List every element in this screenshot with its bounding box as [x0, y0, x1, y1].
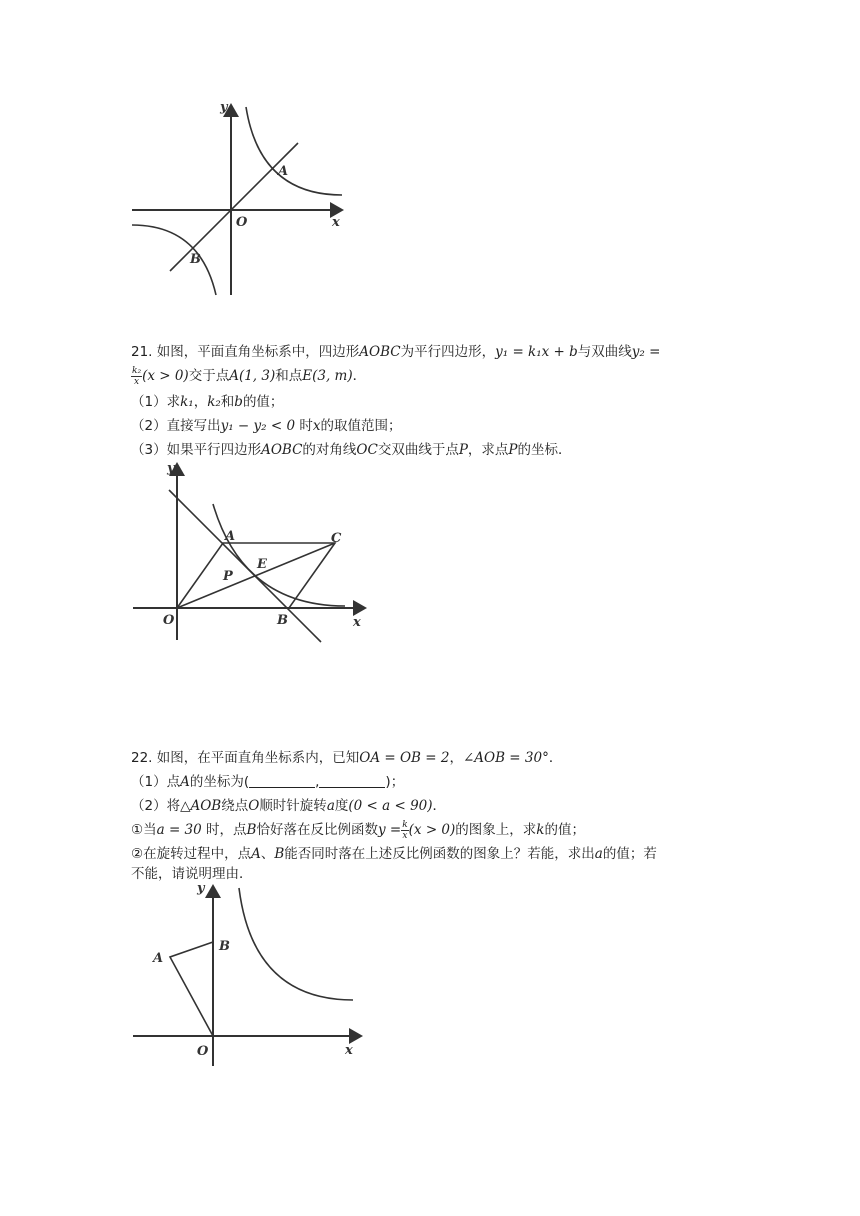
label-x: x [353, 615, 361, 630]
label-B: B [277, 613, 288, 628]
label-x: x [345, 1043, 353, 1058]
answer-blank-1[interactable] [249, 773, 315, 788]
q21-y1-equation: y₁ = k₁x + b [495, 344, 578, 360]
label-O: O [197, 1044, 209, 1059]
q21-part-2: （2）直接写出y₁ − y₂ < 0 时x的取值范围； [131, 418, 402, 434]
label-x: x [332, 215, 340, 230]
q22-sub-2: ②在旋转过程中，点A、B能否同时落在上述反比例函数的图象上？若能，求出a的值；若 [131, 846, 657, 862]
top-figure [120, 95, 360, 305]
label-y: y [197, 881, 205, 896]
q22-number: 22. [131, 750, 153, 766]
triangle-AOB [170, 942, 213, 1036]
label-y: y [220, 100, 228, 115]
label-O: O [163, 613, 175, 628]
hyperbola-y2 [213, 504, 345, 606]
q21-line-2: $\frac{\text{k₂}}{x}$ (x > 0)交于点A(1, 3)和点E(3, m)． [132, 365, 367, 387]
q21-line-1: 21. 如图，平面直角坐标系中，四边形AOBC为平行四边形，y₁ = k₁x + b与双曲线y₂ = [131, 344, 661, 360]
label-B: B [190, 252, 201, 267]
q22-line-1: 22. 如图，在平面直角坐标系内，已知OA = OB = 2，∠AOB = 30°． [131, 750, 563, 766]
q22-sub-1: ①当a = 30 时，点B恰好落在反比例函数y = $\frac{k}{x}$ (x > 0)的图象上，求k的值； [131, 819, 585, 841]
q21-number: 21. [131, 344, 153, 360]
q22-part-2: （2）将△AOB绕点O顺时针旋转a度(0 < a < 90)． [131, 798, 447, 814]
hyperbola [239, 888, 353, 1000]
q22-fraction: $\frac{k}{x}$ [402, 819, 408, 841]
q21-part-1: （1）求k₁，k₂和b的值； [131, 394, 284, 410]
label-P: P [223, 569, 233, 584]
label-A: A [153, 951, 164, 966]
label-E: E [257, 557, 267, 572]
hyperbola-branch-3 [132, 225, 216, 295]
q21-figure [125, 458, 375, 643]
q22-part-1: （1）点A的坐标为( , )； [131, 774, 405, 790]
label-A: A [278, 164, 289, 179]
q22-figure [125, 880, 375, 1070]
label-A: A [225, 529, 236, 544]
label-C: C [331, 531, 342, 546]
label-y: y [167, 461, 175, 476]
q21-fraction: $\frac{\text{k₂}}{x}$ [132, 365, 142, 387]
q22-sub-2-line-2: 不能，请说明理由． [131, 866, 253, 882]
answer-blank-2[interactable] [319, 773, 385, 788]
hyperbola-branch-1 [246, 107, 342, 195]
label-B: B [219, 939, 230, 954]
q21-part-3: （3）如果平行四边形AOBC的对角线OC交双曲线于点P，求点P的坐标． [131, 442, 572, 458]
label-O: O [236, 215, 248, 230]
